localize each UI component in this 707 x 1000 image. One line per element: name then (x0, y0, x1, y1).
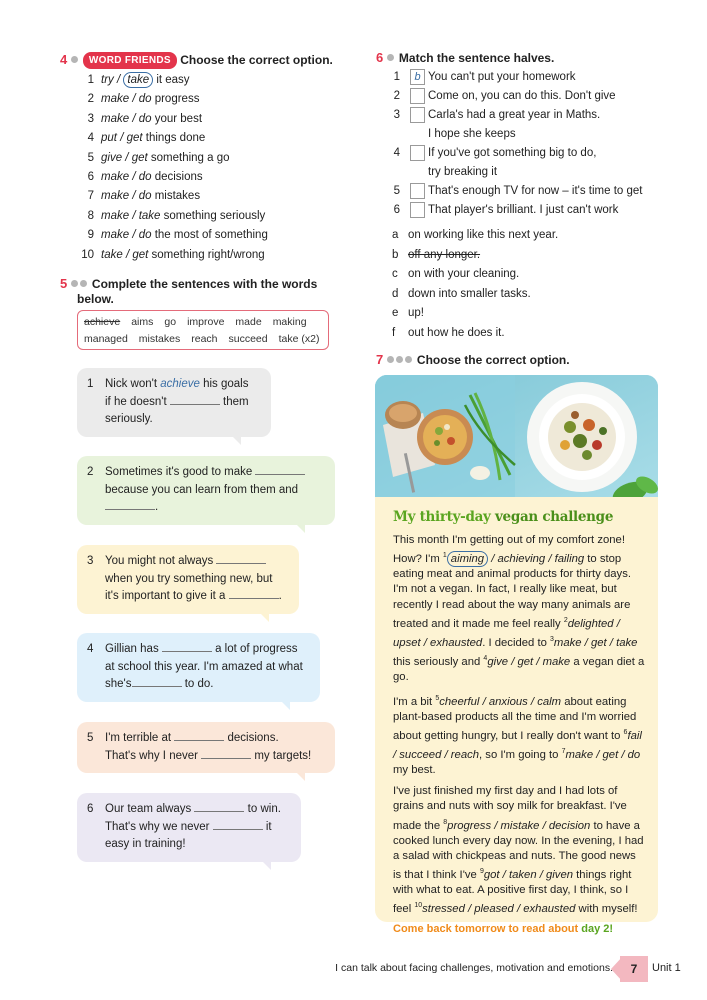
difficulty-dot-icon (80, 280, 87, 287)
option-a[interactable]: take (101, 248, 123, 261)
answer-box[interactable] (410, 145, 425, 161)
circled-answer: aiming (447, 551, 488, 567)
article-paragraph-2: I'm a bit $^5$cheerful / anxious / calm about eating plant-based products all the time and I'm worried about getting hungry, but I really don't want to $^6$fail / succeed / reach, so I'm going to $^7$make / get / do my best. (393, 694, 642, 776)
ex4-item-9: 9 make / do the most of something (76, 226, 346, 245)
option-a[interactable]: make (101, 229, 130, 242)
item-number: 7 (87, 190, 94, 203)
word-option: reach (191, 333, 218, 345)
answer-gap[interactable] (132, 677, 182, 687)
word-option: aims (131, 316, 154, 328)
ex4-item-5: 5 give / get something a go (76, 149, 346, 168)
article-call-to-action: Come back tomorrow to read about day 2! (393, 923, 614, 936)
ex6-item-6: 6 That player's brilliant. I just can't work (388, 201, 688, 220)
food-illustration (375, 375, 658, 500)
option-a[interactable]: make (101, 209, 130, 222)
answer-gap[interactable] (194, 802, 244, 812)
ex6-item-5: 5 That's enough TV for now – it's time to get (388, 182, 688, 201)
option-a[interactable]: try (101, 74, 114, 86)
ex6-item-4: 4 If you've got something big to do, try breaking it (388, 144, 688, 182)
option-a[interactable]: make (101, 170, 130, 183)
ex4-item-4: 4 put / get things done (76, 129, 346, 148)
vegan-food-photo (375, 375, 658, 500)
ex6-list (388, 68, 688, 220)
footer-objective: I can talk about facing challenges, motivation and emotions. (335, 962, 613, 974)
page-number: 7 (620, 956, 648, 982)
sentence-bubble-1: 1 Nick won't achieve his goals if he doesn't them seriously. (77, 368, 271, 437)
option-a[interactable]: make (101, 112, 130, 125)
word-option: made (235, 316, 262, 328)
option-a[interactable]: give (101, 151, 123, 164)
ex5-instruction-line1: Complete the sentences with the words (91, 277, 318, 291)
item-number: 9 (87, 229, 94, 242)
item-number: 6 (393, 204, 400, 216)
word-option: succeed (228, 333, 268, 345)
bubble-tail (295, 523, 305, 533)
bubble-tail (231, 435, 241, 445)
word-option: go (164, 316, 177, 328)
ex6-item-3: 3 Carla's had a great year in Maths. I hope she keeps (388, 106, 688, 144)
ex4-item-6: 6 make / do decisions (76, 168, 346, 187)
ex6-heading (376, 50, 554, 66)
ex4-item-8: 8 make / take something seriously (76, 207, 346, 226)
option-a[interactable]: make (101, 190, 130, 203)
ex4-heading (60, 52, 333, 69)
item-number: 4 (87, 132, 94, 145)
word-box (77, 310, 329, 350)
option-b[interactable]: get (131, 151, 148, 164)
answer-gap[interactable] (174, 731, 224, 741)
item-number: 8 (87, 209, 94, 222)
word-option: mistakes (138, 333, 181, 345)
ex4-number: 4 (60, 52, 68, 67)
option-b[interactable]: do (138, 93, 152, 106)
answer-box[interactable] (410, 183, 425, 199)
item-number: 2 (87, 93, 94, 106)
ex4-item-1: 1 try / take it easy (76, 71, 346, 90)
ending-f: f out how he does it. (392, 326, 505, 339)
word-option: take (x2) (278, 333, 320, 345)
unit-label: Unit 1 (652, 962, 681, 974)
ending-a: a on working like this next year. (392, 229, 559, 241)
bubble-tail (259, 612, 269, 622)
circled-answer[interactable]: take (123, 72, 153, 88)
option-b[interactable]: do (138, 112, 152, 125)
option-b[interactable]: do (138, 229, 152, 242)
item-number: 5 (393, 185, 400, 197)
item-number: 3 (393, 109, 400, 121)
word-box-row (84, 331, 328, 348)
item-number: 4 (393, 147, 400, 159)
ex4-item-10: 10 take / get something right/wrong (76, 246, 346, 265)
answer-gap[interactable] (162, 642, 212, 652)
difficulty-dot-icon (71, 280, 78, 287)
difficulty-dot-icon (387, 356, 394, 363)
article-paragraph-3: I've just finished my first day and I had lots of grains and nuts with soy milk for breakfast. I've made the $^8$progress / mistake / decision to have a cooked lunch every day now. In the evening, I had a salad with chickpeas and nuts. The good news is that I think I've $^9$got / taken / given things right with what to eat. A positive first day, I think, so I feel $^{10}$stressed / pleased / exhausted with myself! (393, 785, 644, 915)
ex5-instruction-line2: below. (77, 292, 114, 306)
example-answer: achieve (160, 378, 200, 390)
bubble-tail (280, 700, 290, 710)
option-b[interactable]: take (138, 209, 161, 222)
word-option: making (272, 316, 307, 328)
ex7-number: 7 (376, 352, 384, 367)
vegan-challenge-article (375, 497, 658, 936)
option-b[interactable]: get (132, 248, 149, 261)
answer-box[interactable] (410, 107, 425, 123)
ex4-item-7: 7 make / do mistakes (76, 187, 346, 206)
option-b[interactable]: do (138, 170, 152, 183)
option-b[interactable]: do (138, 190, 152, 203)
answer-gap[interactable] (201, 749, 251, 759)
item-number: 1 (393, 71, 400, 83)
word-option: achieve (84, 316, 121, 328)
ex6-item-1: 1 b You can't put your homework (388, 68, 688, 87)
ex4-item-3: 3 make / do your best (76, 110, 346, 129)
answer-gap[interactable] (255, 465, 305, 475)
word-friends-badge: WORD FRIENDS (83, 52, 177, 69)
item-number: 1 (87, 74, 94, 86)
item-number: 6 (87, 170, 94, 183)
article-paragraph-1: This month I'm getting out of my comfort zone! How? I'm $^1$ aiming / achieving / failing to stop eating meat and animal products for thirty days. I'm not a vegan. In fact, I really like meat, but recently I read about the way many animals are treated and it made me feel really $^2$delighted / upset / exhausted. I decided to $^3$make / get / take this seriously and $^4$give / get / make a vegan diet a go. (393, 534, 645, 683)
answer-gap[interactable] (105, 500, 155, 510)
answer-box[interactable] (410, 88, 425, 104)
difficulty-dot-icon (387, 54, 394, 61)
article-title: My thirty-day vegan challenge (393, 509, 614, 525)
ex6-endings (392, 226, 672, 343)
answer-gap[interactable] (229, 589, 279, 599)
item-number: 5 (87, 151, 94, 164)
difficulty-dot-icon (396, 356, 403, 363)
item-number: 10 (81, 248, 94, 261)
sentence-bubble-2: 2 Sometimes it's good to make because you can learn from them and . (77, 456, 335, 525)
word-option: managed (84, 333, 128, 345)
item-number: 3 (87, 112, 94, 125)
sentence-bubble-3: 3 You might not always when you try something new, but it's important to give it a . (77, 545, 299, 614)
answer-box[interactable] (410, 202, 425, 218)
sentence-bubble-5: 5 I'm terrible at decisions. That's why I never my targets! (77, 722, 335, 773)
answer-gap[interactable] (213, 820, 263, 830)
sentence-bubble-6: 6 Our team always to win. That's why we never it easy in training! (77, 793, 301, 862)
word-option: improve (187, 316, 225, 328)
sentence-bubble-4: 4 Gillian has a lot of progress at school this year. I'm amazed at what she's to do. (77, 633, 320, 702)
option-a[interactable]: make (101, 93, 130, 106)
ex5-heading (60, 276, 330, 307)
bubble-tail (295, 771, 305, 781)
ex6-item-2: 2 Come on, you can do this. Don't give (388, 87, 688, 106)
option-a[interactable]: put (101, 132, 117, 145)
answer-box[interactable]: b (410, 69, 425, 85)
ex7-instruction: Choose the correct option. (416, 353, 570, 367)
ex4-instruction: Choose the correct option. (180, 53, 333, 67)
option-b[interactable]: get (126, 132, 143, 145)
item-number: 2 (393, 90, 400, 102)
ending-c: c on with your cleaning. (392, 268, 520, 280)
word-box-row (84, 314, 328, 331)
difficulty-dot-icon (71, 56, 78, 63)
bubble-tail (261, 860, 271, 870)
ex5-number: 5 (60, 276, 68, 291)
answer-gap[interactable] (216, 554, 266, 564)
ex7-heading (376, 352, 570, 368)
answer-gap[interactable] (170, 395, 220, 405)
ending-d: d down into smaller tasks. (392, 287, 531, 300)
ending-e: e up! (392, 307, 424, 319)
ex4-list (76, 71, 346, 265)
ex6-number: 6 (376, 50, 384, 65)
ending-b: b off any longer. (392, 248, 481, 261)
ex4-item-2: 2 make / do progress (76, 90, 346, 109)
page-footer (0, 956, 707, 986)
difficulty-dot-icon (405, 356, 412, 363)
ex6-instruction: Match the sentence halves. (398, 51, 555, 65)
